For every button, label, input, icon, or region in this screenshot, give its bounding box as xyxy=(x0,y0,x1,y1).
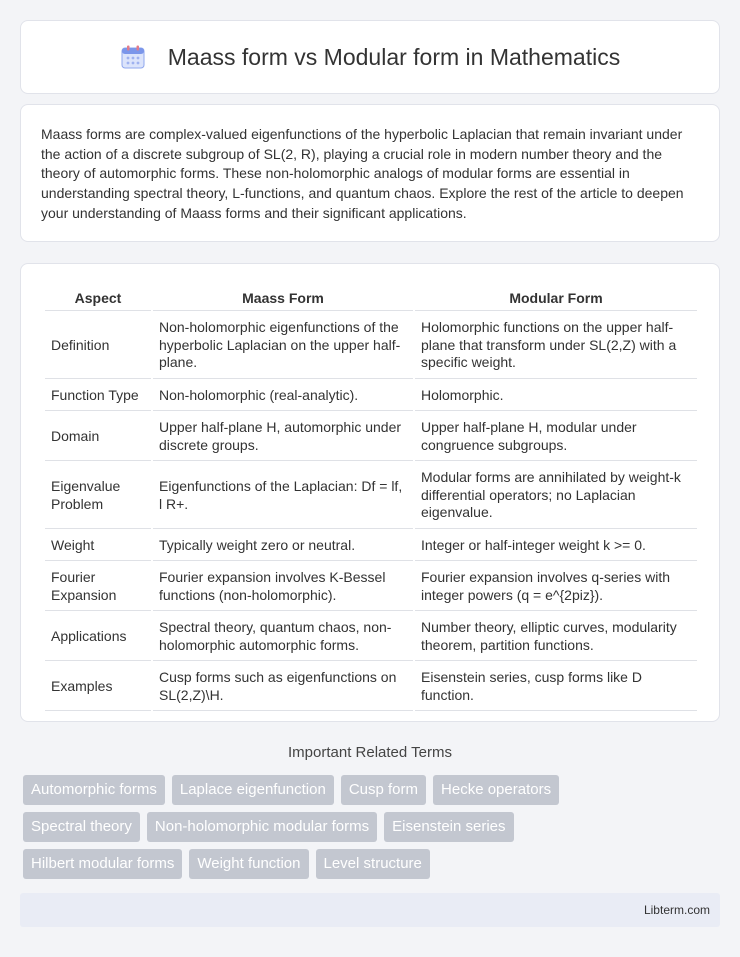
header-maass-form: Maass Form xyxy=(153,286,413,311)
table-row xyxy=(45,563,697,611)
maass-cell: Fourier expansion involves K-Bessel functions (non-holomorphic). xyxy=(153,563,413,611)
maass-cell: Eigenfunctions of the Laplacian: Df = lf, l R+. xyxy=(153,463,413,529)
maass-cell: Typically weight zero or neutral. xyxy=(153,531,413,561)
aspect-cell: Eigenvalue Problem xyxy=(45,463,151,529)
tag-eisenstein-series[interactable]: Eisenstein series xyxy=(384,812,513,842)
tag-row xyxy=(23,812,723,842)
aspect-cell: Weight xyxy=(45,531,151,561)
tag-automorphic-forms[interactable]: Automorphic forms xyxy=(23,775,165,805)
footer-site-link[interactable]: Libterm.com xyxy=(643,903,710,917)
aspect-cell: Definition xyxy=(45,313,151,379)
maass-cell: Non-holomorphic (real-analytic). xyxy=(153,381,413,411)
aspect-cell: Examples xyxy=(45,663,151,711)
tag-non-holomorphic-modular-forms[interactable]: Non-holomorphic modular forms xyxy=(147,812,377,842)
tag-row xyxy=(23,775,723,805)
tag-weight-function[interactable]: Weight function xyxy=(189,849,308,879)
maass-cell: Upper half-plane H, automorphic under discrete groups. xyxy=(153,413,413,461)
modular-cell: Fourier expansion involves q-series with integer powers (q = e^{2piz}). xyxy=(415,563,697,611)
table-row xyxy=(45,613,697,661)
intro-card xyxy=(20,104,720,242)
tag-cusp-form[interactable]: Cusp form xyxy=(341,775,426,805)
intro-text: Maass forms are complex-valued eigenfunctions of the hyperbolic Laplacian that remain invariant under the action of a discrete subgroup of SL(2, R), playing a crucial role in modern number theory and the theory of automorphic forms. These non-holomorphic analogs of modular forms are essential in understanding spectral theory, L-functions, and quantum chaos. Explore the rest of the article to deepen your understanding of Maass forms and their significant applications. xyxy=(41,126,684,221)
tag-hilbert-modular-forms[interactable]: Hilbert modular forms xyxy=(23,849,182,879)
modular-cell: Integer or half-integer weight k >= 0. xyxy=(415,531,697,561)
table-row xyxy=(45,413,697,461)
table-row xyxy=(45,381,697,411)
header-modular-form: Modular Form xyxy=(415,286,697,311)
page-title: Maass form vs Modular form in Mathematics xyxy=(167,43,621,70)
modular-cell: Eisenstein series, cusp forms like D function. xyxy=(415,663,697,711)
header-card xyxy=(20,20,720,94)
comparison-table xyxy=(43,284,699,713)
modular-cell: Number theory, elliptic curves, modularity theorem, partition functions. xyxy=(415,613,697,661)
calendar-icon xyxy=(120,44,146,70)
aspect-cell: Domain xyxy=(45,413,151,461)
aspect-cell: Fourier Expansion xyxy=(45,563,151,611)
table-row xyxy=(45,531,697,561)
tag-hecke-operators[interactable]: Hecke operators xyxy=(433,775,559,805)
footer xyxy=(20,893,720,927)
header-aspect: Aspect xyxy=(45,286,151,311)
aspect-cell: Function Type xyxy=(45,381,151,411)
tag-level-structure[interactable]: Level structure xyxy=(316,849,430,879)
aspect-cell: Applications xyxy=(45,613,151,661)
comparison-table-card xyxy=(20,263,720,722)
maass-cell: Non-holomorphic eigenfunctions of the hyperbolic Laplacian on the upper half-plane. xyxy=(153,313,413,379)
modular-cell: Upper half-plane H, modular under congruence subgroups. xyxy=(415,413,697,461)
modular-cell: Holomorphic. xyxy=(415,381,697,411)
table-row xyxy=(45,663,697,711)
modular-cell: Modular forms are annihilated by weight-k differential operators; no Laplacian eigenvalue. xyxy=(415,463,697,529)
table-row xyxy=(45,313,697,379)
maass-cell: Cusp forms such as eigenfunctions on SL(2,Z)\H. xyxy=(153,663,413,711)
related-terms-title: Important Related Terms xyxy=(288,744,452,761)
tag-spectral-theory[interactable]: Spectral theory xyxy=(23,812,140,842)
modular-cell: Holomorphic functions on the upper half-plane that transform under SL(2,Z) with a specific weight. xyxy=(415,313,697,379)
maass-cell: Spectral theory, quantum chaos, non-holomorphic automorphic forms. xyxy=(153,613,413,661)
related-terms xyxy=(23,775,723,886)
tag-row xyxy=(23,849,723,879)
table-header-row xyxy=(45,286,697,311)
tag-laplace-eigenfunction[interactable]: Laplace eigenfunction xyxy=(172,775,334,805)
table-row xyxy=(45,463,697,529)
